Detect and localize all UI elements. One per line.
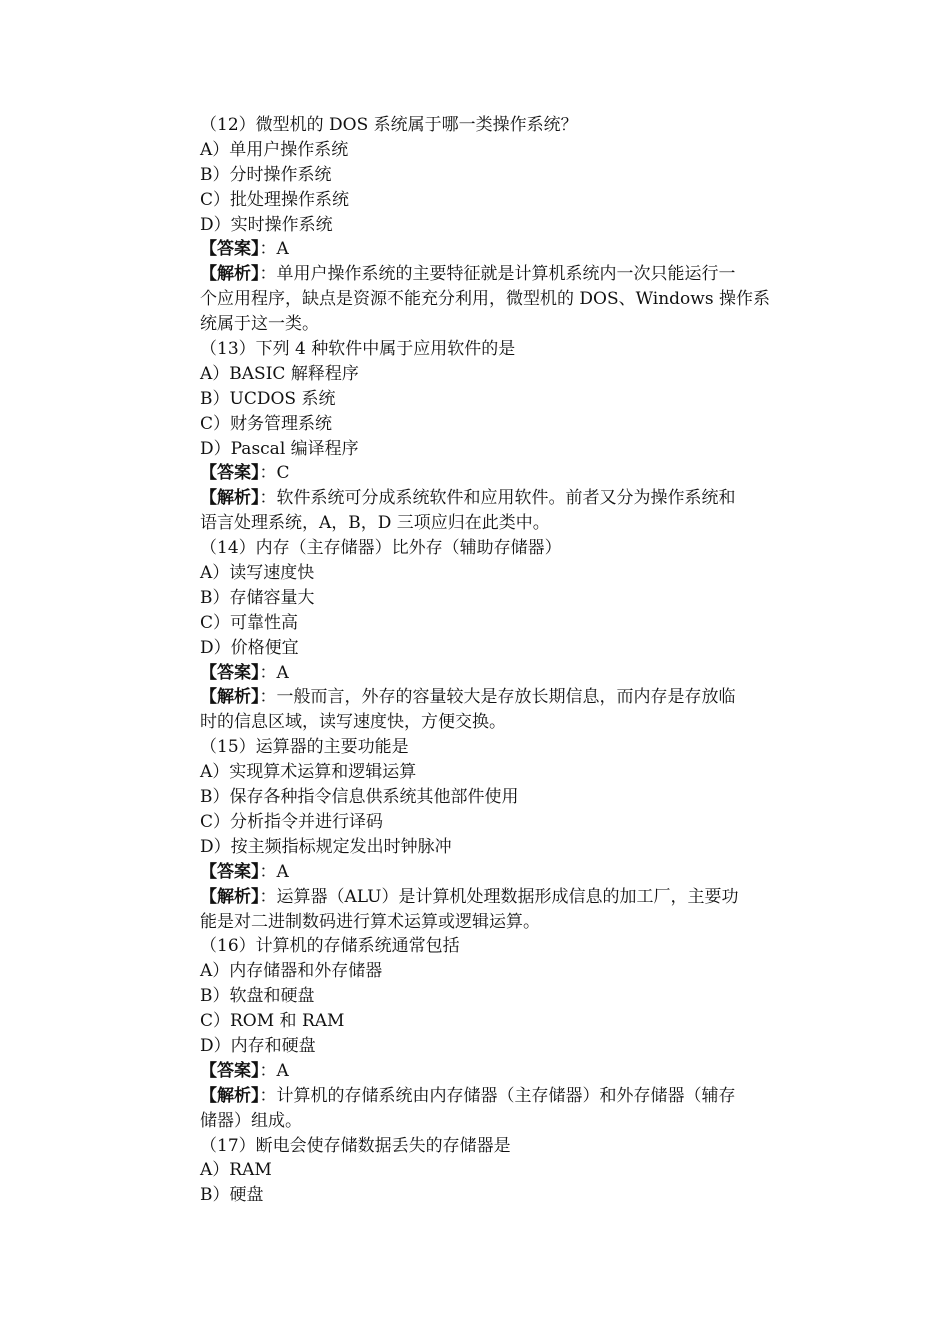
question-block-13 xyxy=(200,337,810,536)
analysis-line xyxy=(200,1084,810,1109)
analysis-text: ：单用户操作系统的主要特征就是计算机系统内一次只能运行一 xyxy=(259,264,736,285)
question-text: （17）断电会使存储数据丢失的存储器是 xyxy=(200,1135,511,1156)
question-block-14 xyxy=(200,536,810,735)
option-a: A）读写速度快 xyxy=(200,563,315,584)
question-text: （12）微型机的 DOS 系统属于哪一类操作系统？ xyxy=(200,115,578,135)
answer-value: ：A xyxy=(259,239,289,260)
analysis-line xyxy=(200,685,810,710)
option-d: D）内存和硬盘 xyxy=(200,1035,316,1056)
answer-label: 【答案】 xyxy=(200,239,260,260)
option-c: C）可靠性高 xyxy=(200,612,299,633)
question-block-12 xyxy=(200,113,810,337)
question-text: （13）下列 4 种软件中属于应用软件的是 xyxy=(200,339,516,360)
answer-label: 【答案】 xyxy=(200,662,260,683)
option-c: C）批处理操作系统 xyxy=(200,189,350,210)
option-b: B）分时操作系统 xyxy=(200,164,332,185)
analysis-line xyxy=(200,885,810,910)
analysis-text: ：软件系统可分成系统软件和应用软件。前者又分为操作系统和 xyxy=(259,488,736,509)
analysis-label: 【解析】 xyxy=(200,687,260,708)
analysis-text: ：一般而言，外存的容量较大是存放长期信息，而内存是存放临 xyxy=(259,687,736,708)
option-b: B）UCDOS 系统 xyxy=(200,388,336,409)
analysis-label: 【解析】 xyxy=(200,488,260,509)
document-page xyxy=(200,113,810,1208)
analysis-text: 个应用程序，缺点是资源不能充分利用，微型机的 DOS、Windows 操作系 xyxy=(200,289,770,310)
answer-line xyxy=(200,860,810,885)
analysis-label: 【解析】 xyxy=(200,886,260,907)
answer-line xyxy=(200,1059,810,1084)
option-c: C）ROM 和 RAM xyxy=(200,1011,345,1032)
question-text: （15）运算器的主要功能是 xyxy=(200,737,409,758)
option-b: B）保存各种指令信息供系统其他部件使用 xyxy=(200,787,519,808)
analysis-text: 统属于这一类。 xyxy=(200,314,319,335)
option-b: B）软盘和硬盘 xyxy=(200,986,315,1007)
option-c: C）分析指令并进行译码 xyxy=(200,811,384,832)
option-a: A）RAM xyxy=(200,1160,272,1181)
question-text: （14）内存（主存储器）比外存（辅助存储器） xyxy=(200,538,562,559)
analysis-label: 【解析】 xyxy=(200,1085,260,1106)
analysis-text: 能是对二进制数码进行算术运算或逻辑运算。 xyxy=(200,911,540,932)
option-d: D）实时操作系统 xyxy=(200,214,333,235)
answer-line xyxy=(200,237,810,262)
option-a: A）BASIC 解释程序 xyxy=(200,363,359,384)
question-block-15 xyxy=(200,735,810,934)
answer-label: 【答案】 xyxy=(200,861,260,882)
answer-line xyxy=(200,461,810,486)
analysis-text: 时的信息区域，读写速度快，方便交换。 xyxy=(200,712,506,733)
analysis-text: ：计算机的存储系统由内存储器（主存储器）和外存储器（辅存 xyxy=(259,1085,736,1106)
question-block-17 xyxy=(200,1134,810,1209)
option-d: D）按主频指标规定发出时钟脉冲 xyxy=(200,836,452,857)
question-block-16 xyxy=(200,934,810,1133)
option-d: D）Pascal 编译程序 xyxy=(200,438,359,459)
answer-label: 【答案】 xyxy=(200,463,260,484)
option-a: A）实现算术运算和逻辑运算 xyxy=(200,762,417,783)
question-text: （16）计算机的存储系统通常包括 xyxy=(200,936,460,957)
analysis-text: 语言处理系统，A，B，D 三项应归在此类中。 xyxy=(200,513,550,534)
answer-value: ：C xyxy=(259,463,290,484)
analysis-line xyxy=(200,486,810,511)
option-d: D）价格便宜 xyxy=(200,637,299,658)
answer-value: ：A xyxy=(259,861,289,882)
answer-line xyxy=(200,661,810,686)
answer-label: 【答案】 xyxy=(200,1060,260,1081)
analysis-line xyxy=(200,262,810,287)
option-a: A）单用户操作系统 xyxy=(200,139,349,160)
answer-value: ：A xyxy=(259,1060,289,1081)
answer-value: ：A xyxy=(259,662,289,683)
option-b: B）存储容量大 xyxy=(200,587,315,608)
analysis-text: 储器）组成。 xyxy=(200,1110,302,1131)
analysis-label: 【解析】 xyxy=(200,264,260,285)
analysis-text: ：运算器（ALU）是计算机处理数据形成信息的加工厂，主要功 xyxy=(259,886,739,907)
option-b: B）硬盘 xyxy=(200,1185,264,1206)
option-c: C）财务管理系统 xyxy=(200,413,333,434)
option-a: A）内存储器和外存储器 xyxy=(200,961,383,982)
